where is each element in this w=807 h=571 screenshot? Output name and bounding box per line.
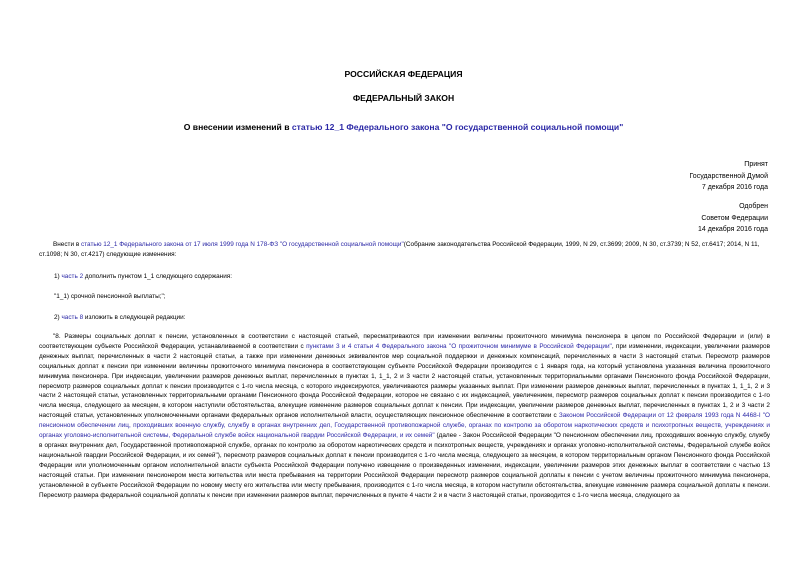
intro-paragraph [39,240,770,260]
subsistence-law-link[interactable]: пунктами 3 и 4 статьи 4 Федерального закона "О прожиточном минимуме в Российской Федерации" [306,342,612,350]
item-1 [54,272,785,282]
law-title-prefix: О внесении изменений в [183,122,292,132]
para-8-text-2: , при изменении, индексации, увеличении размеров денежных выплат, перечисленных в части 2 настоящей статьи, а также при изменении денежных эквивалентов мер социальной поддержки и денежных компенсаций, перечисленных в части 3 настоящей статьи. Пересмотр размеров социальных доплат к пенсии при изменении величины прожиточного минимума пенсионера в соответствующем субъекте Российской Федерации производится с 1 января года, на который установлена указанная величина прожиточного минимума пенсионера. При индексации, увеличении размеров денежных выплат, перечисленных в пунктах 1, 1_1, 2 и 3 части 2 настоящей статьи, установленных территориальными органами Пенсионного фонда Российской Федерации, пересмотр размеров социальных доплат к пенсии производится с 1-го числа месяца, с которого индексируются, увеличиваются размеры указанных выплат. При изменении размеров денежных выплат, перечисленных в пунктах 1, 1_1, 2 и 3 части 2 настоящей статьи, установленных территориальными органами Пенсионного фонда Российской Федерации, которое не связано с их индексацией, увеличением, пересмотр размеров социальных доплат к пенсии производится с 1-го числа месяца, следующего за месяцем, в котором наступили обстоятельства, влекущие изменение размеров социальных доплат к пенсии. При индексации, увеличении размеров денежных выплат, перечисленных в пунктах 1, 2 и 3 части 2 настоящей статьи, установленных уполномоченными органами федеральных органов исполнительной власти, осуществляющих пенсионное обеспечение в соответствии с [39,342,770,420]
approved-date: 14 декабря 2016 года [697,226,768,233]
item-2 [54,313,785,323]
accepted-block [689,159,768,194]
law-title-link[interactable]: статью 12_1 Федерального закона "О государственной социальной помощи" [291,122,624,132]
intro-text-2: (Собрание законодательства Российской Федерации, 1999, N 29, ст.3699; 2009, N 30, ст.3739; N 52, ст.6417; 2014, N 11, ст.1098; N 30, ст.4217) следующие изменения: [39,241,760,258]
accepted-by: Государственной Думой [689,172,768,180]
intro-text-1: Внести в [53,241,81,248]
item-2-link[interactable]: часть 8 [61,314,84,321]
paragraph-8 [39,332,770,500]
item-1-content: "1_1) срочной пенсионной выплаты;"; [54,293,166,300]
para-8-text-1: "8. Размеры социальных доплат к пенсии, установленных в соответствии с настоящей статьей, пересматриваются при изменении величины прожиточного минимума пенсионера в целом по Российской Федерации и (или) в соответствующем субъекте Российской Федерации, устанавливаемой в соответствии с [39,333,770,350]
accepted-label: Принят [744,161,768,168]
item-1-num: 1) [54,273,62,280]
approved-block [698,201,768,236]
accepted-date: 7 декабря 2016 года [701,184,768,191]
item-1-text: дополнить пунктом 1_1 следующего содержания: [83,273,232,280]
approved-label: Одобрен [739,203,768,210]
doc-type-heading: ФЕДЕРАЛЬНЫЙ ЗАКОН [352,93,455,103]
para-8-text-3: (далее - Закон Российской Федерации "О пенсионном обеспечении лиц, проходивших военную службу, службу в органах внутренних дел, Государственной противопожарной службе, органах по контролю за оборотом наркотических средств и психотропных веществ, учреждениях и органах уголовно-исполнительной системы, Федеральной службе войск национальной гвардии Российской Федерации, и их семей"), пересмотр размеров социальных доплат к пенсии производится с 1-го числа месяца, следующего за месяцем, в котором территориальным органом Пенсионного фонда Российской Федерации или уполномоченным органом исполнительной власти субъекта Российской Федерации получено извещение о произведенных изменении, индексации, увеличении размеров этих денежных выплат в соответствии с частью 13 настоящей статьи. При изменении пенсионером места жительства или места пребывания на территории Российской Федерации пересмотр размеров социальной доплаты к пенсии с учетом величины прожиточного минимума пенсионера, установленной в субъекте Российской Федерации по новому месту его жительства или месту пребывания, производится с 1-го числа месяца, в котором наступили обстоятельства, влекущие изменение размера социальной доплаты к пенсии. Пересмотр размера федеральной социальной доплаты к пенсии при изменении размеров выплат, перечисленных в пункте 4 части 2 и в части 3 настоящей статьи, производится с 1-го числа месяца, следующего за [39,432,770,499]
pension-law-link[interactable]: Законом Российской Федерации от 12 февраля 1993 года N 4468-I "О пенсионном обеспечении лиц, проходивших военную службу, службу в органах внутренних дел, Государственной противопожарной службе, органах по контролю за оборотом наркотических средств и психотропных веществ, учреждениях и органах уголовно-исполнительной системы, Федеральной службе войск национальной гвардии Российской Федерации, и их семей" [39,412,770,440]
item-2-text: изложить в следующей редакции: [83,314,186,321]
item-2-num: 2) [54,314,62,321]
approved-by: Советом Федерации [701,214,768,222]
law-title [0,122,807,132]
item-1-link[interactable]: часть 2 [61,273,84,280]
intro-article-link[interactable]: статью 12_1 Федерального закона от 17 июля 1999 года N 178-ФЗ "О государственной социальной помощи" [80,241,404,248]
country-heading: РОССИЙСКАЯ ФЕДЕРАЦИЯ [344,69,463,79]
